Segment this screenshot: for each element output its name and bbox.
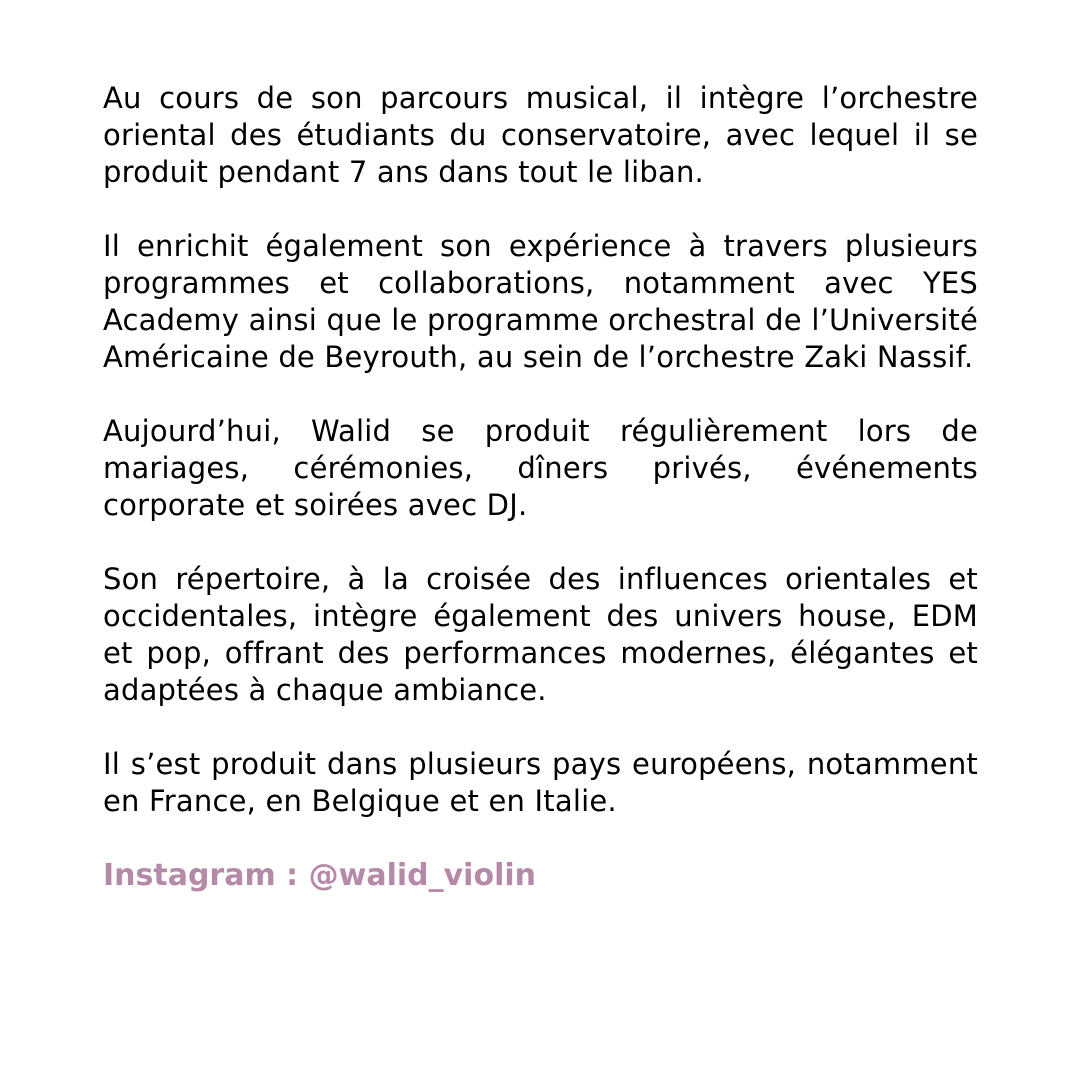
bio-paragraph-collaborations: Il enrichit également son expérience à travers plusieurs programmes et collaborations, notamment avec YES Academy ainsi que le programme orchestral de l’Université Américaine de Beyrouth, au sein de l’orchestre Zaki Nassif. xyxy=(103,229,978,374)
bio-paragraph-europe: Il s’est produit dans plusieurs pays européens, notamment en France, en Belgique et en Italie. xyxy=(103,747,978,818)
bio-paragraph-conservatoire: Au cours de son parcours musical, il intègre l’orchestre oriental des étudiants du conservatoire, avec lequel il se produit pendant 7 ans dans tout le liban. xyxy=(103,81,978,189)
bio-paragraph-repertoire: Son répertoire, à la croisée des influences orientales et occidentales, intègre également des univers house, EDM et pop, offrant des performances modernes, élégantes et adaptées à chaque ambiance. xyxy=(103,562,978,707)
instagram-handle[interactable]: Instagram : @walid_violin xyxy=(103,858,536,893)
bio-text-block xyxy=(103,80,978,894)
bio-paragraph-events: Aujourd’hui, Walid se produit régulièrement lors de mariages, cérémonies, dîners privés, événements corporate et soirées avec DJ. xyxy=(103,414,978,522)
